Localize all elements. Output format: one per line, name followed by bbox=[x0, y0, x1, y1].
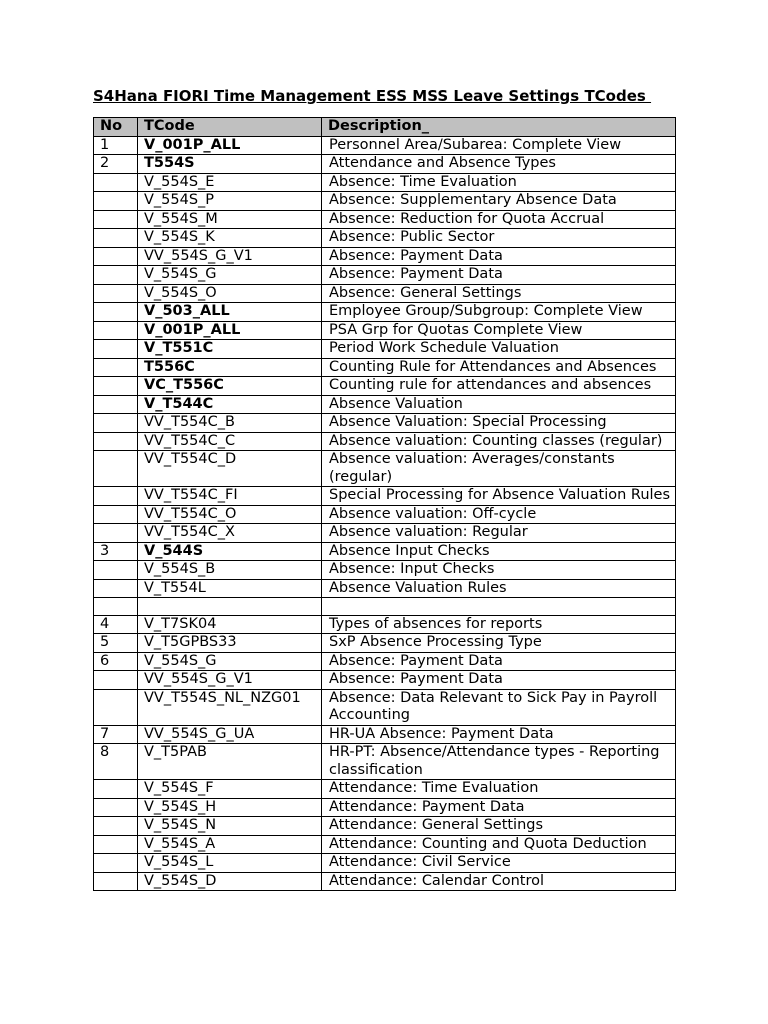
row-description: Absence: General Settings bbox=[322, 284, 676, 303]
table-row bbox=[94, 817, 676, 836]
row-description: Counting Rule for Attendances and Absences bbox=[322, 358, 676, 377]
row-description: Attendance: Payment Data bbox=[322, 798, 676, 817]
table-row bbox=[94, 798, 676, 817]
row-number bbox=[94, 671, 138, 690]
row-tcode: V_554S_G bbox=[138, 652, 322, 671]
table-row bbox=[94, 173, 676, 192]
table-row bbox=[94, 598, 676, 616]
row-tcode: V_T5GPBS33 bbox=[138, 634, 322, 653]
row-tcode: V_554S_E bbox=[138, 173, 322, 192]
table-row bbox=[94, 358, 676, 377]
row-number bbox=[94, 835, 138, 854]
header-description: Description_ bbox=[322, 118, 676, 137]
table-row bbox=[94, 689, 676, 725]
row-description: Absence: Input Checks bbox=[322, 561, 676, 580]
row-tcode: V_554S_N bbox=[138, 817, 322, 836]
row-description: Absence Valuation: Special Processing bbox=[322, 414, 676, 433]
row-description: Period Work Schedule Valuation bbox=[322, 340, 676, 359]
table-row bbox=[94, 524, 676, 543]
table-row bbox=[94, 210, 676, 229]
header-tcode: TCode bbox=[138, 118, 322, 137]
row-description: Attendance: Calendar Control bbox=[322, 872, 676, 891]
row-number: 1 bbox=[94, 136, 138, 155]
row-tcode: V_554S_D bbox=[138, 872, 322, 891]
row-description: Employee Group/Subgroup: Complete View bbox=[322, 303, 676, 322]
table-row bbox=[94, 155, 676, 174]
row-description: HR-PT: Absence/Attendance types - Reporting classification bbox=[322, 744, 676, 780]
row-tcode: V_554S_L bbox=[138, 854, 322, 873]
row-description: PSA Grp for Quotas Complete View bbox=[322, 321, 676, 340]
row-number: 8 bbox=[94, 744, 138, 780]
table-row bbox=[94, 579, 676, 598]
table-row bbox=[94, 634, 676, 653]
row-description: Absence: Reduction for Quota Accrual bbox=[322, 210, 676, 229]
row-tcode: V_T544C bbox=[138, 395, 322, 414]
row-description: Counting rule for attendances and absences bbox=[322, 377, 676, 396]
row-number bbox=[94, 321, 138, 340]
row-tcode: VV_T554C_O bbox=[138, 505, 322, 524]
row-number bbox=[94, 432, 138, 451]
row-tcode: VC_T556C bbox=[138, 377, 322, 396]
row-description: Absence valuation: Averages/constants (regular) bbox=[322, 451, 676, 487]
row-number bbox=[94, 340, 138, 359]
row-description: Types of absences for reports bbox=[322, 615, 676, 634]
row-description: Absence Valuation Rules bbox=[322, 579, 676, 598]
row-tcode: VV_554S_G_UA bbox=[138, 725, 322, 744]
row-description: Personnel Area/Subarea: Complete View bbox=[322, 136, 676, 155]
row-number: 6 bbox=[94, 652, 138, 671]
table-row bbox=[94, 266, 676, 285]
row-description: Absence Input Checks bbox=[322, 542, 676, 561]
row-number: 7 bbox=[94, 725, 138, 744]
table-row bbox=[94, 432, 676, 451]
table-row bbox=[94, 725, 676, 744]
row-tcode: VV_T554S_NL_NZG01 bbox=[138, 689, 322, 725]
tcode-table bbox=[93, 117, 676, 891]
row-description: Attendance and Absence Types bbox=[322, 155, 676, 174]
row-tcode: V_554S_F bbox=[138, 780, 322, 799]
row-number: 3 bbox=[94, 542, 138, 561]
table-row bbox=[94, 192, 676, 211]
row-tcode: V_554S_G bbox=[138, 266, 322, 285]
row-tcode: V_T7SK04 bbox=[138, 615, 322, 634]
row-number bbox=[94, 395, 138, 414]
row-description: Attendance: Civil Service bbox=[322, 854, 676, 873]
row-number bbox=[94, 487, 138, 506]
row-tcode: VV_554S_G_V1 bbox=[138, 671, 322, 690]
row-number bbox=[94, 689, 138, 725]
row-tcode: T556C bbox=[138, 358, 322, 377]
row-number bbox=[94, 247, 138, 266]
table-row bbox=[94, 377, 676, 396]
row-number bbox=[94, 229, 138, 248]
row-tcode: VV_T554C_B bbox=[138, 414, 322, 433]
table-row bbox=[94, 229, 676, 248]
row-tcode: VV_T554C_X bbox=[138, 524, 322, 543]
row-tcode: V_554S_M bbox=[138, 210, 322, 229]
row-number bbox=[94, 284, 138, 303]
table-row bbox=[94, 414, 676, 433]
row-number bbox=[94, 854, 138, 873]
row-number bbox=[94, 780, 138, 799]
row-tcode: V_554S_P bbox=[138, 192, 322, 211]
row-number bbox=[94, 192, 138, 211]
row-number bbox=[94, 266, 138, 285]
table-row bbox=[94, 652, 676, 671]
row-description: Absence Valuation bbox=[322, 395, 676, 414]
row-number bbox=[94, 798, 138, 817]
row-description: Absence: Time Evaluation bbox=[322, 173, 676, 192]
row-tcode: T554S bbox=[138, 155, 322, 174]
row-description: Absence valuation: Counting classes (regular) bbox=[322, 432, 676, 451]
table-row bbox=[94, 542, 676, 561]
row-number: 4 bbox=[94, 615, 138, 634]
row-description: SxP Absence Processing Type bbox=[322, 634, 676, 653]
row-tcode: V_001P_ALL bbox=[138, 321, 322, 340]
row-tcode: VV_554S_G_V1 bbox=[138, 247, 322, 266]
row-description: Absence: Data Relevant to Sick Pay in Payroll Accounting bbox=[322, 689, 676, 725]
row-tcode: V_554S_B bbox=[138, 561, 322, 580]
table-row bbox=[94, 247, 676, 266]
row-description: Absence: Public Sector bbox=[322, 229, 676, 248]
row-number bbox=[94, 173, 138, 192]
row-tcode: V_503_ALL bbox=[138, 303, 322, 322]
table-row bbox=[94, 487, 676, 506]
table-row bbox=[94, 284, 676, 303]
row-number bbox=[94, 579, 138, 598]
table-row bbox=[94, 835, 676, 854]
row-description: Attendance: Counting and Quota Deduction bbox=[322, 835, 676, 854]
row-description: Absence: Payment Data bbox=[322, 652, 676, 671]
row-number bbox=[94, 414, 138, 433]
row-tcode: V_T551C bbox=[138, 340, 322, 359]
row-number bbox=[94, 524, 138, 543]
row-tcode: V_554S_A bbox=[138, 835, 322, 854]
table-row bbox=[94, 872, 676, 891]
row-number: 5 bbox=[94, 634, 138, 653]
row-tcode: VV_T554C_C bbox=[138, 432, 322, 451]
table-row bbox=[94, 340, 676, 359]
row-tcode: V_544S bbox=[138, 542, 322, 561]
row-number bbox=[94, 598, 138, 616]
row-tcode bbox=[138, 598, 322, 616]
table-body bbox=[94, 136, 676, 891]
row-tcode: V_T554L bbox=[138, 579, 322, 598]
table-row bbox=[94, 451, 676, 487]
table-row bbox=[94, 854, 676, 873]
row-number bbox=[94, 358, 138, 377]
table-row bbox=[94, 615, 676, 634]
table-row bbox=[94, 561, 676, 580]
table-row bbox=[94, 321, 676, 340]
row-number bbox=[94, 377, 138, 396]
row-tcode: VV_T554C_D bbox=[138, 451, 322, 487]
table-header-row bbox=[94, 118, 676, 137]
table-row bbox=[94, 505, 676, 524]
row-number bbox=[94, 817, 138, 836]
row-tcode: V_554S_H bbox=[138, 798, 322, 817]
row-number: 2 bbox=[94, 155, 138, 174]
table-row bbox=[94, 395, 676, 414]
row-description: Absence: Payment Data bbox=[322, 247, 676, 266]
row-number bbox=[94, 561, 138, 580]
row-description: Absence: Payment Data bbox=[322, 266, 676, 285]
row-number bbox=[94, 210, 138, 229]
row-number bbox=[94, 303, 138, 322]
row-tcode: V_554S_O bbox=[138, 284, 322, 303]
row-description: HR-UA Absence: Payment Data bbox=[322, 725, 676, 744]
row-description: Absence: Supplementary Absence Data bbox=[322, 192, 676, 211]
table-row bbox=[94, 744, 676, 780]
row-tcode: V_T5PAB bbox=[138, 744, 322, 780]
row-number bbox=[94, 872, 138, 891]
row-description bbox=[322, 598, 676, 616]
row-tcode: V_554S_K bbox=[138, 229, 322, 248]
row-tcode: VV_T554C_FI bbox=[138, 487, 322, 506]
row-description: Absence valuation: Regular bbox=[322, 524, 676, 543]
row-description: Attendance: Time Evaluation bbox=[322, 780, 676, 799]
row-tcode: V_001P_ALL bbox=[138, 136, 322, 155]
row-description: Absence valuation: Off-cycle bbox=[322, 505, 676, 524]
header-no: No bbox=[94, 118, 138, 137]
row-description: Attendance: General Settings bbox=[322, 817, 676, 836]
row-number bbox=[94, 451, 138, 487]
row-description: Special Processing for Absence Valuation Rules bbox=[322, 487, 676, 506]
table-row bbox=[94, 303, 676, 322]
table-row bbox=[94, 136, 676, 155]
table-row bbox=[94, 780, 676, 799]
row-number bbox=[94, 505, 138, 524]
document-title: S4Hana FIORI Time Management ESS MSS Leave Settings TCodes bbox=[93, 87, 652, 105]
row-description: Absence: Payment Data bbox=[322, 671, 676, 690]
table-row bbox=[94, 671, 676, 690]
